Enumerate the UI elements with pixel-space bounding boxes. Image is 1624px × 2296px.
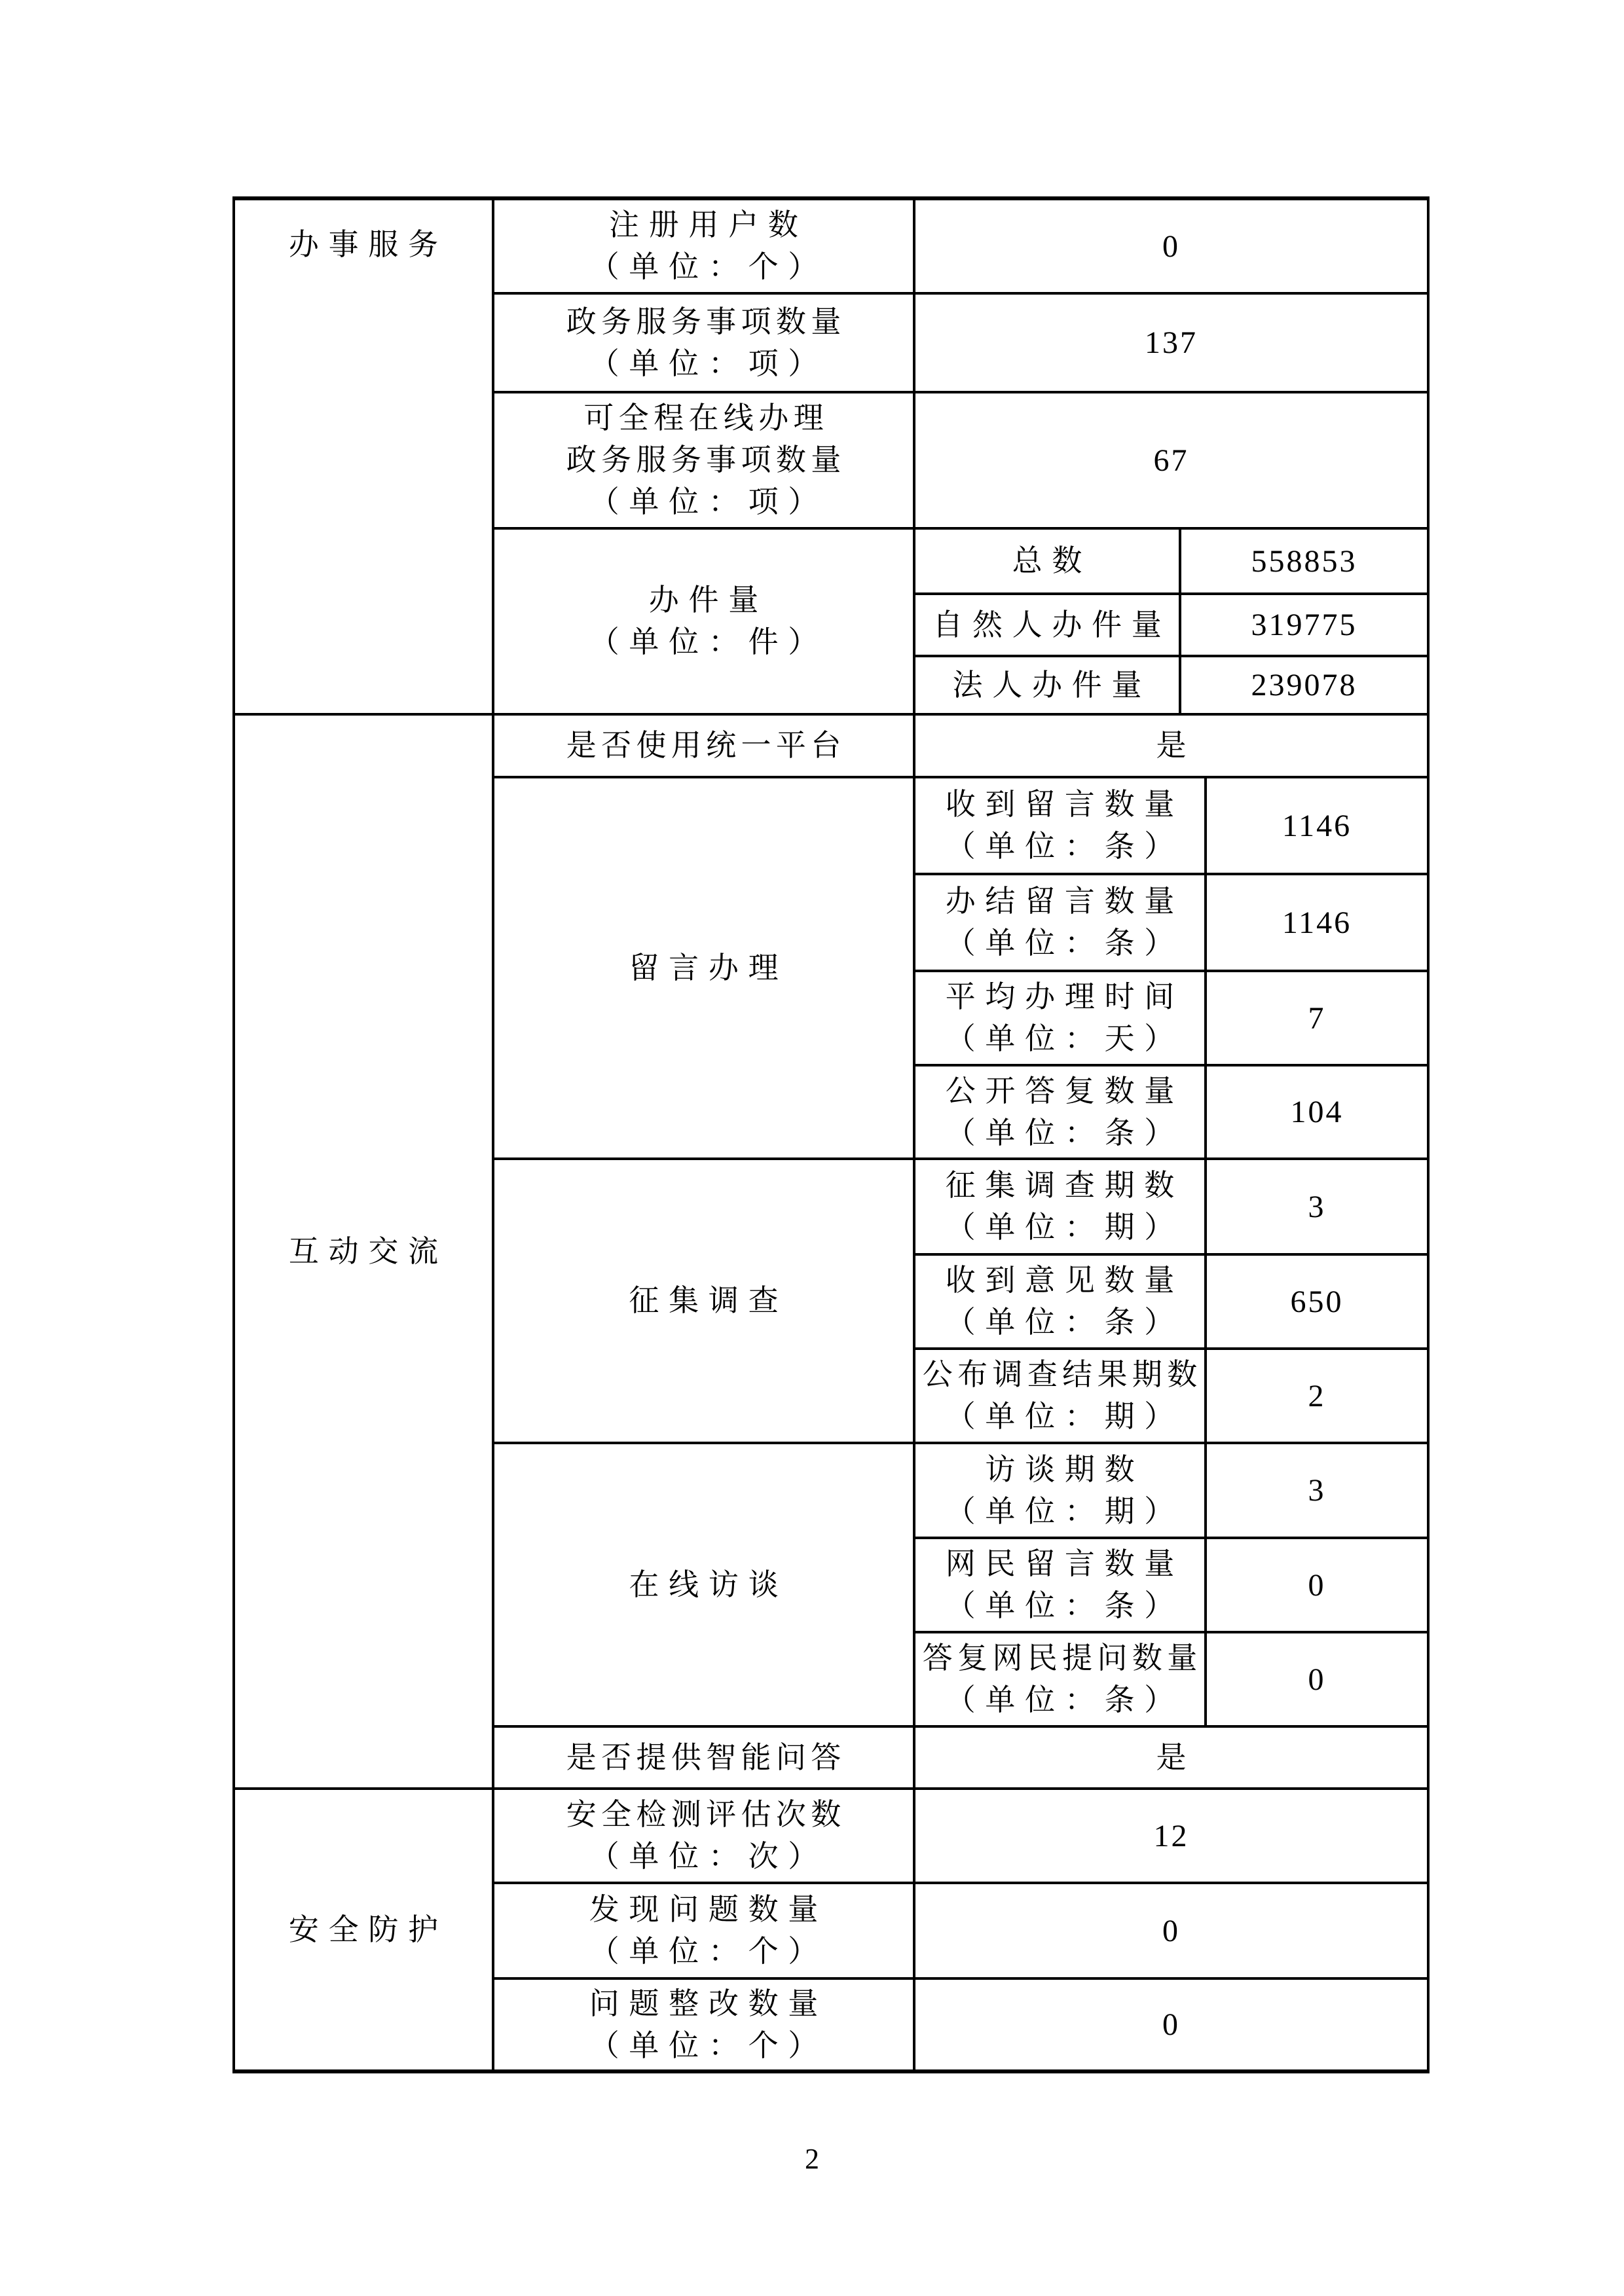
subrow-value: 0 (1308, 1662, 1326, 1697)
category-cell (235, 200, 494, 713)
row-value: 12 (1153, 1818, 1189, 1853)
table-row (494, 1882, 1427, 1977)
table-subrow (915, 1347, 1427, 1442)
table-row (494, 1725, 1427, 1787)
row-label (494, 1728, 915, 1787)
table-row (494, 391, 1427, 527)
label-line: （单位：期） (945, 1400, 1185, 1433)
label-line: 在线访谈 (629, 1567, 788, 1601)
subrow-label (915, 778, 1207, 873)
subrow-value: 319775 (1251, 608, 1357, 642)
section-interaction (235, 713, 1427, 1787)
subrow-label (915, 530, 1181, 592)
label-line: 自然人办件量 (932, 608, 1172, 642)
table-row-group (494, 1442, 1427, 1725)
label-line: （单位：次） (589, 1840, 828, 1873)
label-line: 征集调查期数 (945, 1169, 1185, 1202)
subrow-label (915, 1160, 1207, 1253)
table-row (494, 292, 1427, 391)
category-cell (235, 716, 494, 1787)
row-value: 137 (1145, 325, 1198, 360)
subrow-value: 558853 (1251, 543, 1357, 579)
table-subrow (915, 970, 1427, 1064)
subrow-label (915, 1256, 1207, 1347)
table-subrow (915, 530, 1427, 592)
label-line: （单位：条） (945, 1116, 1185, 1150)
subrow-value: 3 (1308, 1189, 1326, 1224)
section-rows (494, 716, 1427, 1787)
subrows (915, 1160, 1427, 1442)
subrows (915, 1444, 1427, 1725)
report-table (232, 196, 1430, 2073)
row-value: 67 (1153, 443, 1189, 478)
table-row-group (494, 527, 1427, 713)
label-line: （单位：个） (589, 1935, 828, 1968)
label-line: 法人办件量 (952, 668, 1152, 702)
row-value: 是 (1156, 729, 1196, 762)
table-subrow (915, 778, 1427, 873)
label-line: 收到意见数量 (945, 1264, 1185, 1297)
row-label (494, 1884, 915, 1977)
label-line: （单位：项） (589, 485, 828, 519)
table-subrow (915, 1253, 1427, 1347)
table-subrow (915, 1064, 1427, 1157)
label-line: 公布调查结果期数 (922, 1358, 1202, 1391)
label-line: （单位：个） (589, 250, 828, 283)
subrow-value: 0 (1308, 1567, 1326, 1603)
label-line: 是否使用统一平台 (566, 729, 846, 762)
label-line: （单位：期） (945, 1494, 1185, 1528)
table-row (494, 1977, 1427, 2069)
row-label (494, 778, 915, 1157)
label-line: （单位：条） (945, 1589, 1185, 1622)
section-rows (494, 200, 1427, 713)
label-line: 发现问题数量 (589, 1893, 828, 1926)
row-label (494, 1160, 915, 1442)
table-subrow (915, 1444, 1427, 1537)
subrow-value: 650 (1290, 1284, 1344, 1319)
table-row (494, 1790, 1427, 1882)
category-cell (235, 1790, 494, 2069)
table-row (494, 716, 1427, 776)
row-label (494, 1790, 915, 1882)
label-line: 平均办理时间 (945, 980, 1185, 1013)
row-label (494, 393, 915, 527)
row-value: 0 (1162, 2007, 1180, 2042)
subrow-label (915, 1066, 1207, 1157)
label-line: 答复网民提问数量 (922, 1641, 1202, 1675)
label-line: 注册用户数 (609, 208, 808, 242)
label-line: （单位：个） (589, 2028, 828, 2062)
subrow-value: 104 (1290, 1095, 1344, 1129)
row-label (494, 1444, 915, 1725)
label-line: 办结留言数量 (945, 884, 1185, 918)
label-line: （单位：条） (945, 1683, 1185, 1717)
label-line: 是否提供智能问答 (566, 1740, 846, 1774)
label-line: 问题整改数量 (589, 1986, 828, 2020)
label-line: 征集调查 (629, 1284, 788, 1317)
label-line: 访谈期数 (985, 1452, 1145, 1486)
table-subrow (915, 1160, 1427, 1253)
subrow-value: 1146 (1282, 905, 1352, 940)
subrow-label (915, 1633, 1207, 1725)
category-label: 办事服务 (288, 228, 448, 261)
row-label (494, 1980, 915, 2069)
table-subrow (915, 655, 1427, 713)
label-line: 公开答复数量 (945, 1074, 1185, 1108)
section-office-services (235, 200, 1427, 713)
table-row-group (494, 1157, 1427, 1442)
subrow-label (915, 875, 1207, 970)
table-subrow (915, 873, 1427, 970)
subrow-value: 7 (1308, 1000, 1326, 1036)
label-line: （单位：条） (945, 1305, 1185, 1339)
row-label (494, 295, 915, 391)
subrow-label (915, 1444, 1207, 1537)
table-row (494, 200, 1427, 292)
label-line: 总数 (1012, 544, 1092, 577)
table-row-group (494, 776, 1427, 1157)
label-line: （单位：项） (589, 346, 828, 380)
table-subrow (915, 592, 1427, 655)
subrow-value: 1146 (1282, 808, 1352, 843)
row-label (494, 716, 915, 776)
subrow-value: 239078 (1251, 668, 1357, 702)
category-label: 互动交流 (288, 1234, 448, 1268)
label-line: 收到留言数量 (945, 788, 1185, 821)
label-line: （单位：件） (589, 625, 828, 659)
label-line: （单位：期） (945, 1211, 1185, 1244)
subrows (915, 530, 1427, 713)
row-label (494, 200, 915, 292)
label-line: 网民留言数量 (945, 1547, 1185, 1580)
subrow-label (915, 595, 1181, 655)
table-subrow (915, 1537, 1427, 1631)
row-label (494, 530, 915, 713)
section-rows (494, 1790, 1427, 2069)
label-line: 政务服务事项数量 (566, 443, 846, 477)
label-line: 办件量 (648, 583, 768, 617)
subrow-label (915, 657, 1181, 713)
subrow-value: 3 (1308, 1473, 1326, 1508)
category-label: 安全防护 (288, 1912, 448, 1946)
page-number: 2 (805, 2143, 819, 2175)
table-subrow (915, 1631, 1427, 1725)
label-line: 可全程在线办理 (583, 401, 828, 435)
row-value: 0 (1162, 1913, 1180, 1948)
label-line: （单位：条） (945, 926, 1185, 960)
subrow-label (915, 1350, 1207, 1442)
section-security (235, 1787, 1427, 2069)
row-value: 是 (1156, 1740, 1196, 1774)
label-line: 留言办理 (629, 951, 788, 985)
label-line: （单位：天） (945, 1022, 1185, 1055)
label-line: 政务服务事项数量 (566, 304, 846, 338)
row-value: 0 (1162, 228, 1180, 264)
subrow-value: 2 (1308, 1378, 1326, 1413)
label-line: （单位：条） (945, 829, 1185, 863)
subrow-label (915, 972, 1207, 1064)
label-line: 安全检测评估次数 (566, 1798, 846, 1831)
subrow-label (915, 1539, 1207, 1631)
subrows (915, 778, 1427, 1157)
